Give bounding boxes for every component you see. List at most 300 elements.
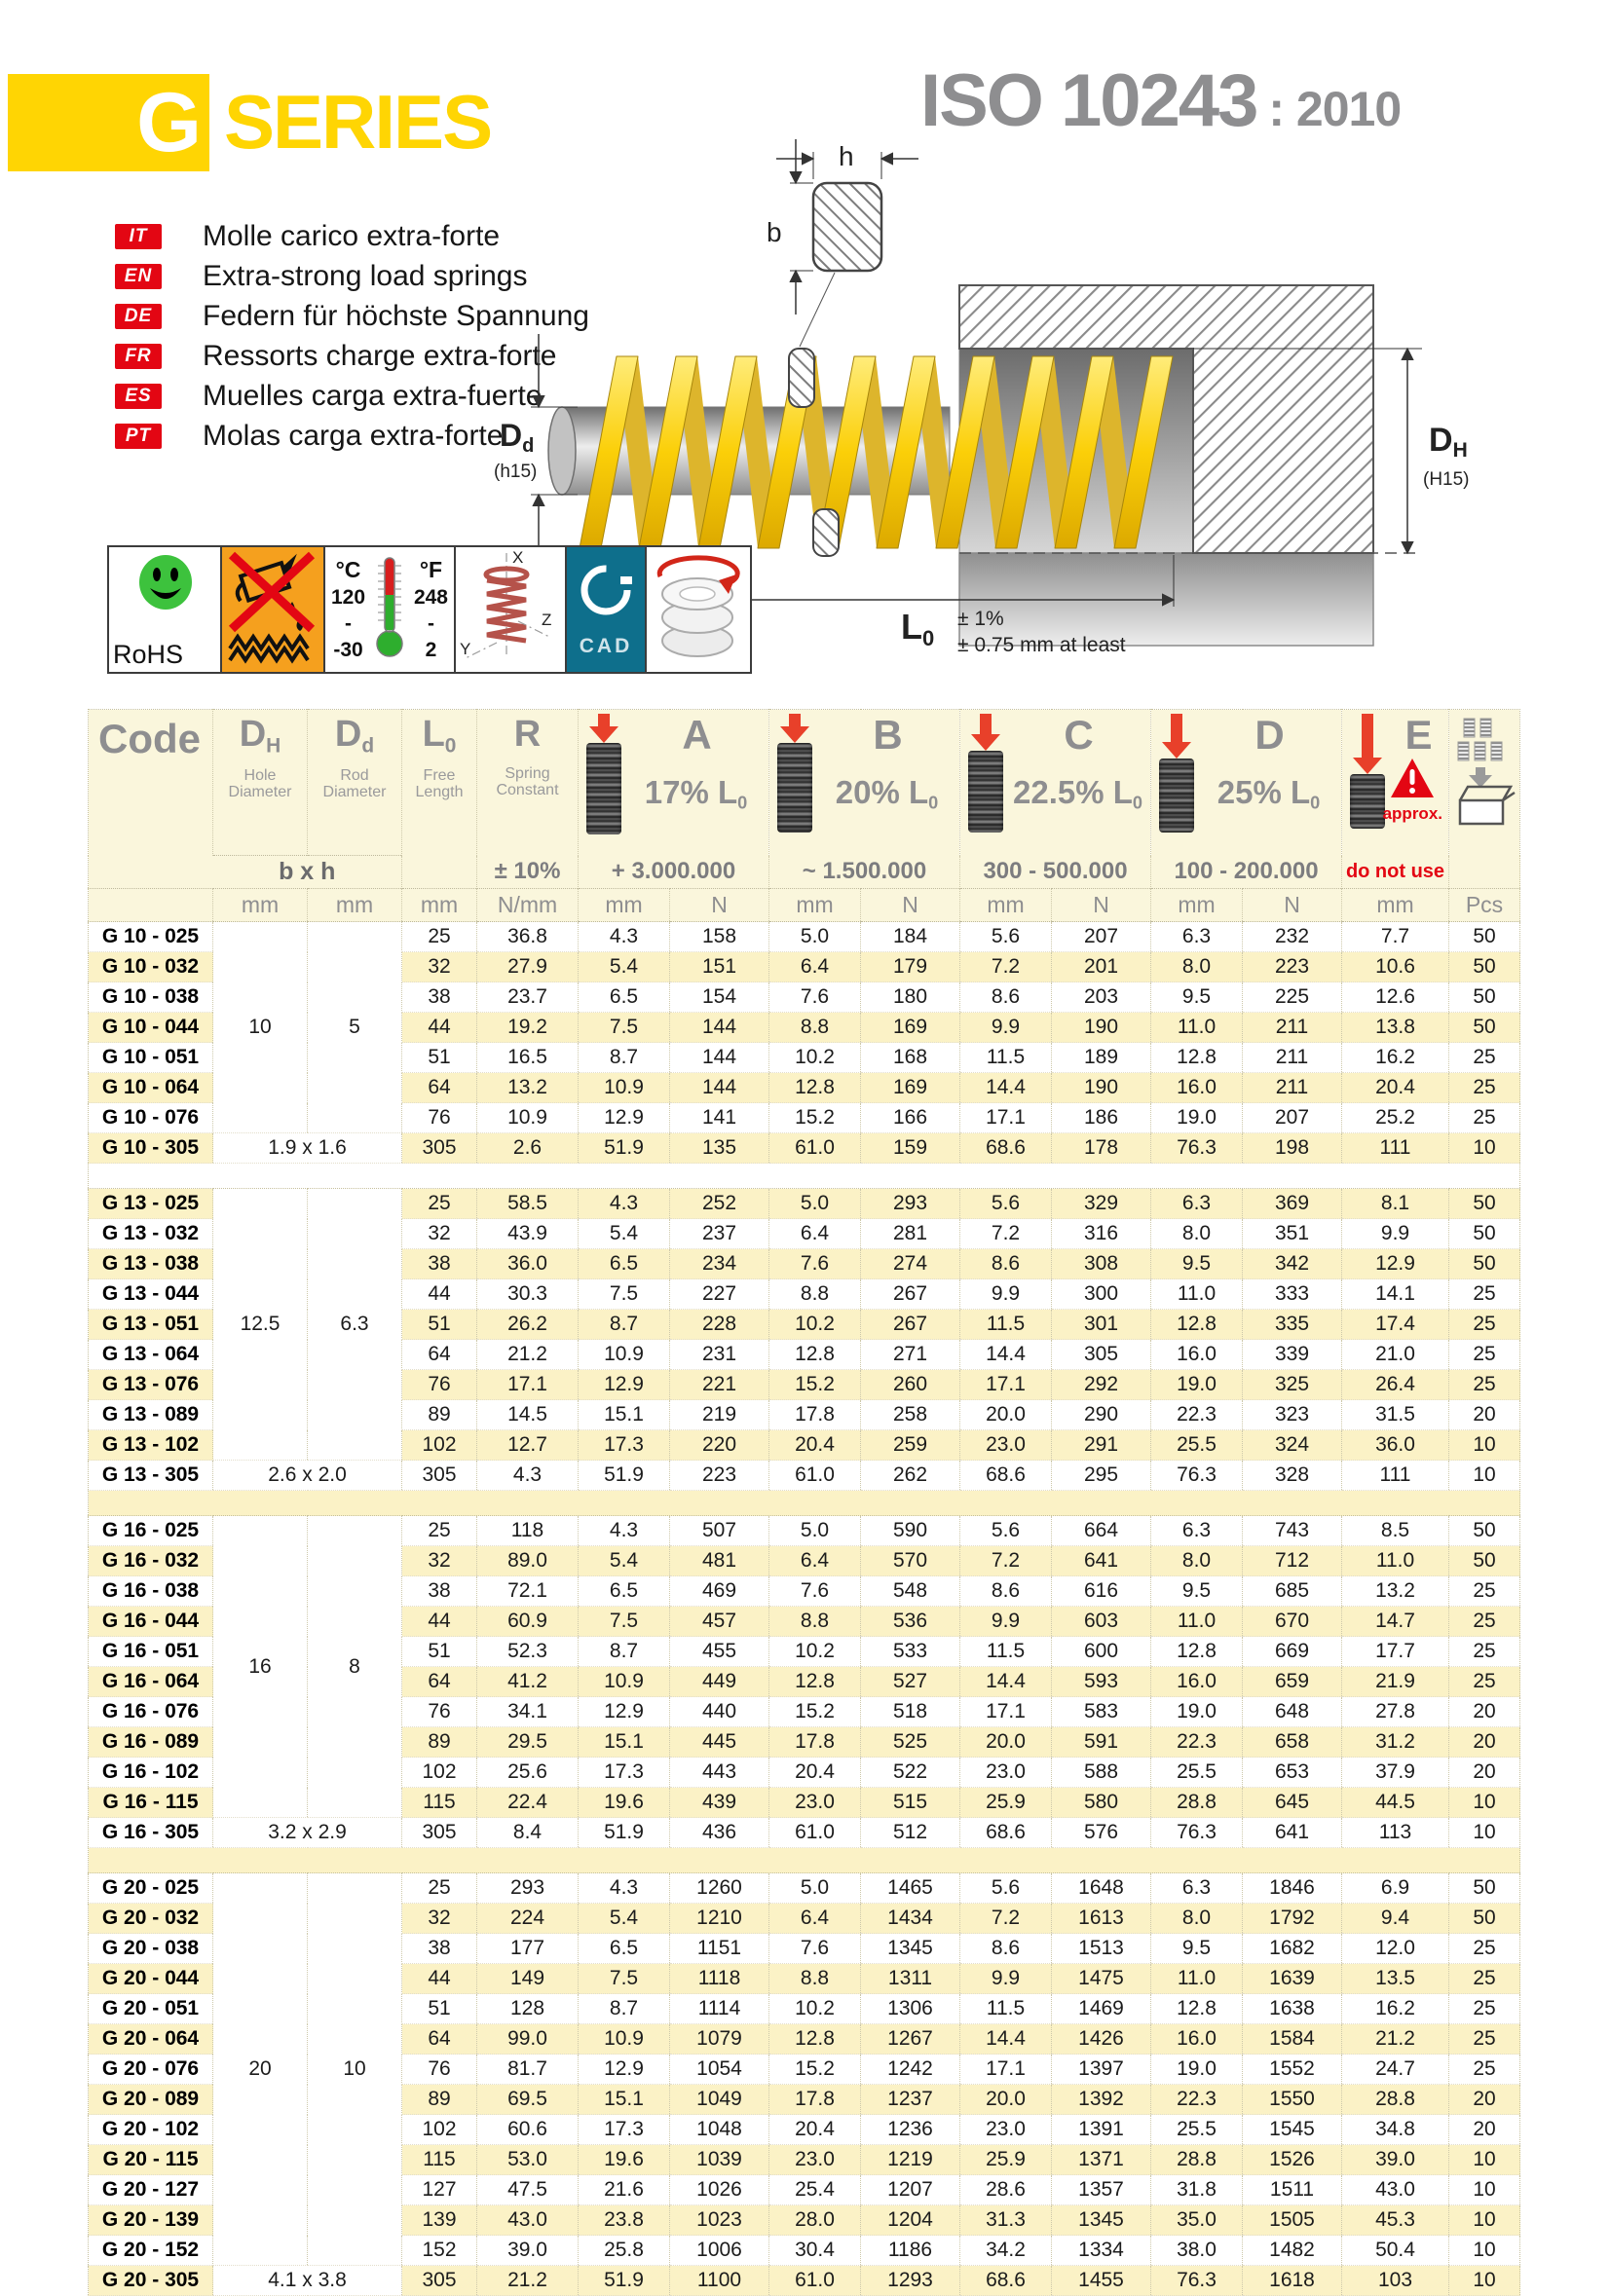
code-cell: G 20 - 044 — [89, 1964, 213, 1994]
group-G10 — [89, 922, 1520, 1164]
value-cell: 1475 — [1052, 1964, 1151, 1994]
value-cell: 588 — [1052, 1758, 1151, 1788]
value-cell: 19.0 — [1151, 2055, 1243, 2085]
value-cell: 231 — [670, 1340, 769, 1370]
value-cell: 1455 — [1052, 2266, 1151, 2296]
value-cell: 12.9 — [579, 1103, 670, 1133]
value-cell: 17.7 — [1342, 1637, 1449, 1667]
table-row — [89, 1133, 1520, 1164]
value-cell: 5.0 — [769, 1516, 861, 1546]
value-cell: 1039 — [670, 2145, 769, 2175]
value-cell: 6.9 — [1342, 1873, 1449, 1904]
value-cell: 31.2 — [1342, 1727, 1449, 1758]
value-cell: 144 — [670, 1043, 769, 1073]
value-cell: 237 — [670, 1219, 769, 1249]
value-cell: 64 — [402, 1667, 477, 1697]
l0-tolerance-2: ± 0.75 mm at least — [957, 634, 1126, 656]
value-cell: 76.3 — [1151, 1461, 1243, 1491]
code-cell: G 10 - 064 — [89, 1073, 213, 1103]
value-cell: 159 — [861, 1133, 960, 1164]
value-cell: 141 — [670, 1103, 769, 1133]
value-cell: 99.0 — [477, 2024, 579, 2055]
value-cell: 61.0 — [769, 1818, 861, 1848]
value-cell: 19.0 — [1151, 1370, 1243, 1400]
value-cell: 1846 — [1243, 1873, 1342, 1904]
value-cell: 115 — [402, 2145, 477, 2175]
value-cell: 38 — [402, 1934, 477, 1964]
value-cell: 81.7 — [477, 2055, 579, 2085]
value-cell: 1545 — [1243, 2115, 1342, 2145]
value-cell: 34.2 — [960, 2236, 1052, 2266]
value-cell: 664 — [1052, 1516, 1151, 1546]
value-cell: 1236 — [861, 2115, 960, 2145]
value-cell: 12.8 — [769, 2024, 861, 2055]
no-oil-badge — [220, 547, 323, 672]
value-cell: 34.1 — [477, 1697, 579, 1727]
value-cell: 1210 — [670, 1904, 769, 1934]
code-cell: G 20 - 115 — [89, 2145, 213, 2175]
value-cell: 16.0 — [1151, 2024, 1243, 2055]
value-cell: 1026 — [670, 2175, 769, 2205]
value-cell: 8.0 — [1151, 1546, 1243, 1576]
value-cell: 6.5 — [579, 1934, 670, 1964]
value-cell: 25.9 — [960, 2145, 1052, 2175]
hole-diameter-value: 12.5 — [213, 1189, 308, 1461]
value-cell: 12.8 — [1151, 1043, 1243, 1073]
value-cell: 19.0 — [1151, 1103, 1243, 1133]
column-group-d: D 25% $L_0$ — [1151, 710, 1342, 856]
value-cell: 522 — [861, 1758, 960, 1788]
value-cell: 28.8 — [1151, 2145, 1243, 2175]
code-cell: G 16 - 102 — [89, 1758, 213, 1788]
code-cell: G 10 - 025 — [89, 922, 213, 952]
value-cell: 1334 — [1052, 2236, 1151, 2266]
value-cell: 19.0 — [1151, 1697, 1243, 1727]
value-cell: 50 — [1449, 922, 1520, 952]
value-cell: 184 — [861, 922, 960, 952]
value-cell: 144 — [670, 1073, 769, 1103]
value-cell: 301 — [1052, 1310, 1151, 1340]
value-cell: 7.7 — [1342, 922, 1449, 952]
value-cell: 44 — [402, 1013, 477, 1043]
value-cell: 8.6 — [960, 1249, 1052, 1279]
value-cell: 17.1 — [960, 1697, 1052, 1727]
value-cell: 11.0 — [1151, 1013, 1243, 1043]
compressed-spring-icon — [586, 743, 621, 834]
b-dimension-label: b — [767, 217, 782, 247]
value-cell: 23.8 — [579, 2205, 670, 2236]
value-cell: 68.6 — [960, 1818, 1052, 1848]
column-code: Code — [98, 716, 201, 761]
column-group-b: B 20% $L_0$ — [769, 710, 960, 856]
language-badge: FR — [115, 344, 162, 369]
value-cell: 1371 — [1052, 2145, 1151, 2175]
value-cell: 1151 — [670, 1934, 769, 1964]
value-cell: 300 — [1052, 1279, 1151, 1310]
value-cell: 305 — [402, 1818, 477, 1848]
value-cell: 12.8 — [1151, 1637, 1243, 1667]
value-cell: 21.2 — [1342, 2024, 1449, 2055]
value-cell: 15.1 — [579, 2085, 670, 2115]
value-cell: 5.6 — [960, 1873, 1052, 1904]
value-cell: 267 — [861, 1279, 960, 1310]
value-cell: 1048 — [670, 2115, 769, 2145]
value-cell: 1511 — [1243, 2175, 1342, 2205]
axis-y-label: Y — [460, 640, 471, 658]
load-arrow-icon — [1156, 714, 1197, 833]
value-cell: 15.1 — [579, 1400, 670, 1430]
value-cell: 25 — [1449, 1964, 1520, 1994]
hole-diameter-value: 20 — [213, 1873, 308, 2266]
value-cell: 11.5 — [960, 1637, 1052, 1667]
value-cell: 43.0 — [477, 2205, 579, 2236]
value-cell: 50 — [1449, 1189, 1520, 1219]
standard-year: : 2010 — [1268, 82, 1402, 136]
value-cell: 548 — [861, 1576, 960, 1607]
value-cell: 10 — [1449, 1430, 1520, 1461]
code-cell: G 16 - 038 — [89, 1576, 213, 1607]
value-cell: 68.6 — [960, 2266, 1052, 2296]
value-cell: 25.6 — [477, 1758, 579, 1788]
value-cell: 5.0 — [769, 922, 861, 952]
value-cell: 11.0 — [1151, 1607, 1243, 1637]
code-cell: G 16 - 076 — [89, 1697, 213, 1727]
value-cell: 7.5 — [579, 1964, 670, 1994]
value-cell: 50 — [1449, 1873, 1520, 1904]
table-row — [89, 1189, 1520, 1219]
value-cell: 69.5 — [477, 2085, 579, 2115]
value-cell: 64 — [402, 2024, 477, 2055]
e-warning: do not use — [1342, 856, 1449, 889]
value-cell: 6.3 — [1151, 922, 1243, 952]
value-cell: 154 — [670, 982, 769, 1013]
value-cell: 12.8 — [769, 1667, 861, 1697]
value-cell: 50 — [1449, 982, 1520, 1013]
value-cell: 1006 — [670, 2236, 769, 2266]
value-cell: 31.3 — [960, 2205, 1052, 2236]
value-cell: 12.8 — [1151, 1994, 1243, 2024]
bxh-value: 1.9 x 1.6 — [213, 1133, 402, 1164]
value-cell: 1505 — [1243, 2205, 1342, 2236]
value-cell: 220 — [670, 1430, 769, 1461]
value-cell: 1792 — [1243, 1904, 1342, 1934]
value-cell: 8.0 — [1151, 952, 1243, 982]
value-cell: 28.8 — [1151, 1788, 1243, 1818]
table-row — [89, 1461, 1520, 1491]
value-cell: 44 — [402, 1607, 477, 1637]
value-cell: 17.4 — [1342, 1310, 1449, 1340]
value-cell: 151 — [670, 952, 769, 982]
value-cell: 9.9 — [960, 1013, 1052, 1043]
code-cell: G 20 - 102 — [89, 2115, 213, 2145]
language-description: Federn für höchste Spannung — [203, 299, 589, 332]
value-cell: 12.9 — [1342, 1249, 1449, 1279]
spring-3d-badge — [645, 547, 750, 672]
value-cell: 323 — [1243, 1400, 1342, 1430]
value-cell: 7.2 — [960, 952, 1052, 982]
value-cell: 9.5 — [1151, 1576, 1243, 1607]
code-cell: G 20 - 152 — [89, 2236, 213, 2266]
value-cell: 291 — [1052, 1430, 1151, 1461]
compressed-spring-icon — [1350, 774, 1385, 829]
value-cell: 221 — [670, 1370, 769, 1400]
value-cell: 60.6 — [477, 2115, 579, 2145]
value-cell: 61.0 — [769, 1461, 861, 1491]
value-cell: 305 — [402, 2266, 477, 2296]
value-cell: 32 — [402, 952, 477, 982]
value-cell: 17.3 — [579, 1758, 670, 1788]
value-cell: 25.8 — [579, 2236, 670, 2266]
value-cell: 14.4 — [960, 1667, 1052, 1697]
dd-tolerance: (h15) — [494, 462, 538, 482]
value-cell: 469 — [670, 1576, 769, 1607]
value-cell: 32 — [402, 1219, 477, 1249]
value-cell: 11.5 — [960, 1043, 1052, 1073]
value-cell: 1638 — [1243, 1994, 1342, 2024]
value-cell: 25 — [1449, 1043, 1520, 1073]
value-cell: 5.0 — [769, 1189, 861, 1219]
value-cell: 13.2 — [1342, 1576, 1449, 1607]
value-cell: 34.8 — [1342, 2115, 1449, 2145]
value-cell: 36.0 — [1342, 1430, 1449, 1461]
value-cell: 9.9 — [960, 1279, 1052, 1310]
value-cell: 21.2 — [477, 1340, 579, 1370]
value-cell: 1345 — [861, 1934, 960, 1964]
code-cell: G 20 - 051 — [89, 1994, 213, 2024]
value-cell: 10.2 — [769, 1310, 861, 1340]
value-cell: 207 — [1052, 922, 1151, 952]
value-cell: 26.4 — [1342, 1370, 1449, 1400]
value-cell: 168 — [861, 1043, 960, 1073]
value-cell: 144 — [670, 1013, 769, 1043]
value-cell: 4.3 — [579, 1189, 670, 1219]
value-cell: 127 — [402, 2175, 477, 2205]
value-cell: 5.4 — [579, 1219, 670, 1249]
value-cell: 293 — [477, 1873, 579, 1904]
value-cell: 22.3 — [1151, 1727, 1243, 1758]
value-cell: 7.5 — [579, 1607, 670, 1637]
value-cell: 113 — [1342, 1818, 1449, 1848]
value-cell: 32 — [402, 1904, 477, 1934]
value-cell: 20.0 — [960, 1727, 1052, 1758]
code-cell: G 20 - 089 — [89, 2085, 213, 2115]
value-cell: 58.5 — [477, 1189, 579, 1219]
value-cell: 227 — [670, 1279, 769, 1310]
value-cell: 51.9 — [579, 1818, 670, 1848]
value-cell: 1469 — [1052, 1994, 1151, 2024]
column-group-a: A 17% $L_0$ — [579, 710, 769, 856]
value-cell: 8.8 — [769, 1607, 861, 1637]
value-cell: 20.4 — [769, 2115, 861, 2145]
value-cell: 305 — [402, 1133, 477, 1164]
value-cell: 1584 — [1243, 2024, 1342, 2055]
value-cell: 20.0 — [960, 2085, 1052, 2115]
thermometer-icon — [375, 554, 404, 665]
value-cell: 7.6 — [769, 982, 861, 1013]
value-cell: 17.1 — [960, 1370, 1052, 1400]
value-cell: 328 — [1243, 1461, 1342, 1491]
table-header — [89, 710, 1520, 922]
value-cell: 64 — [402, 1073, 477, 1103]
value-cell: 712 — [1243, 1546, 1342, 1576]
value-cell: 186 — [1052, 1103, 1151, 1133]
value-cell: 76 — [402, 2055, 477, 2085]
value-cell: 7.5 — [579, 1013, 670, 1043]
code-cell: G 10 - 051 — [89, 1043, 213, 1073]
value-cell: 8.8 — [769, 1279, 861, 1310]
value-cell: 219 — [670, 1400, 769, 1430]
value-cell: 481 — [670, 1546, 769, 1576]
value-cell: 178 — [1052, 1133, 1151, 1164]
value-cell: 11.5 — [960, 1994, 1052, 2024]
value-cell: 290 — [1052, 1400, 1151, 1430]
value-cell: 1618 — [1243, 2266, 1342, 2296]
value-cell: 342 — [1243, 1249, 1342, 1279]
value-cell: 6.3 — [1151, 1189, 1243, 1219]
value-cell: 37.9 — [1342, 1758, 1449, 1788]
value-cell: 72.1 — [477, 1576, 579, 1607]
value-cell: 43.0 — [1342, 2175, 1449, 2205]
load-arrow-icon — [774, 714, 815, 833]
value-cell: 25 — [1449, 2055, 1520, 2085]
value-cell: 44 — [402, 1964, 477, 1994]
value-cell: 570 — [861, 1546, 960, 1576]
value-cell: 580 — [1052, 1788, 1151, 1818]
value-cell: 1114 — [670, 1994, 769, 2024]
value-cell: 228 — [670, 1310, 769, 1340]
value-cell: 68.6 — [960, 1461, 1052, 1491]
value-cell: 10.9 — [579, 2024, 670, 2055]
value-cell: 50 — [1449, 1904, 1520, 1934]
value-cell: 190 — [1052, 1073, 1151, 1103]
value-cell: 17.3 — [579, 2115, 670, 2145]
value-cell: 1613 — [1052, 1904, 1151, 1934]
group-G20 — [89, 1873, 1520, 2296]
value-cell: 225 — [1243, 982, 1342, 1013]
value-cell: 600 — [1052, 1637, 1151, 1667]
value-cell: 743 — [1243, 1516, 1342, 1546]
value-cell: 180 — [861, 982, 960, 1013]
code-cell: G 20 - 139 — [89, 2205, 213, 2236]
value-cell: 10 — [1449, 1818, 1520, 1848]
value-cell: 25 — [1449, 1279, 1520, 1310]
value-cell: 47.5 — [477, 2175, 579, 2205]
spring-table — [88, 709, 1520, 2296]
value-cell: 25 — [1449, 1310, 1520, 1340]
code-cell: G 13 - 038 — [89, 1249, 213, 1279]
value-cell: 139 — [402, 2205, 477, 2236]
value-cell: 45.3 — [1342, 2205, 1449, 2236]
no-oil-icon — [222, 547, 321, 668]
value-cell: 44.5 — [1342, 1788, 1449, 1818]
value-cell: 593 — [1052, 1667, 1151, 1697]
value-cell: 31.5 — [1342, 1400, 1449, 1430]
value-cell: 16.2 — [1342, 1043, 1449, 1073]
value-cell: 1392 — [1052, 2085, 1151, 2115]
value-cell: 641 — [1052, 1546, 1151, 1576]
value-cell: 8.1 — [1342, 1189, 1449, 1219]
value-cell: 17.3 — [579, 1430, 670, 1461]
value-cell: 11.0 — [1151, 1964, 1243, 1994]
value-cell: 20 — [1449, 1400, 1520, 1430]
value-cell: 439 — [670, 1788, 769, 1818]
value-cell: 61.0 — [769, 1133, 861, 1164]
code-cell: G 16 - 051 — [89, 1637, 213, 1667]
value-cell: 64 — [402, 1340, 477, 1370]
value-cell: 1207 — [861, 2175, 960, 2205]
rod-diameter-value: 5 — [308, 922, 402, 1133]
value-cell: 1639 — [1243, 1964, 1342, 1994]
code-cell: G 10 - 044 — [89, 1013, 213, 1043]
value-cell: 1267 — [861, 2024, 960, 2055]
code-cell: G 16 - 115 — [89, 1788, 213, 1818]
value-cell: 10 — [1449, 1788, 1520, 1818]
value-cell: 23.0 — [769, 1788, 861, 1818]
value-cell: 5.6 — [960, 1516, 1052, 1546]
value-cell: 22.3 — [1151, 2085, 1243, 2115]
value-cell: 10 — [1449, 2145, 1520, 2175]
code-cell: G 20 - 064 — [89, 2024, 213, 2055]
dh-label: DH — [1429, 422, 1468, 462]
axis-z-label: Z — [542, 611, 552, 629]
value-cell: 351 — [1243, 1219, 1342, 1249]
bxh-value: 3.2 x 2.9 — [213, 1818, 402, 1848]
value-cell: 1260 — [670, 1873, 769, 1904]
code-cell: G 10 - 305 — [89, 1133, 213, 1164]
value-cell: 10 — [1449, 1461, 1520, 1491]
group-spacer — [89, 1164, 1520, 1189]
value-cell: 8.8 — [769, 1013, 861, 1043]
value-cell: 14.1 — [1342, 1279, 1449, 1310]
value-cell: 12.7 — [477, 1430, 579, 1461]
value-cell: 169 — [861, 1013, 960, 1043]
value-cell: 211 — [1243, 1073, 1342, 1103]
value-cell: 512 — [861, 1818, 960, 1848]
value-cell: 6.3 — [1151, 1873, 1243, 1904]
code-cell: G 16 - 089 — [89, 1727, 213, 1758]
rohs-badge — [109, 547, 220, 672]
certification-strip — [107, 545, 752, 674]
value-cell: 177 — [477, 1934, 579, 1964]
value-cell: 2.6 — [477, 1133, 579, 1164]
value-cell: 6.4 — [769, 1904, 861, 1934]
language-badge: EN — [115, 264, 162, 289]
column-group-e: E approx. — [1342, 710, 1449, 856]
value-cell: 271 — [861, 1340, 960, 1370]
value-cell: 76 — [402, 1697, 477, 1727]
column-rod-diameter: $D_d$ Rod Diameter — [308, 710, 402, 856]
value-cell: 19.6 — [579, 1788, 670, 1818]
value-cell: 590 — [861, 1516, 960, 1546]
value-cell: 333 — [1243, 1279, 1342, 1310]
code-cell: G 13 - 305 — [89, 1461, 213, 1491]
code-cell: G 20 - 076 — [89, 2055, 213, 2085]
value-cell: 369 — [1243, 1189, 1342, 1219]
value-cell: 89.0 — [477, 1546, 579, 1576]
code-cell: G 20 - 038 — [89, 1934, 213, 1964]
value-cell: 234 — [670, 1249, 769, 1279]
value-cell: 135 — [670, 1133, 769, 1164]
value-cell: 28.6 — [960, 2175, 1052, 2205]
value-cell: 50.4 — [1342, 2236, 1449, 2266]
table-row — [89, 1818, 1520, 1848]
value-cell: 1079 — [670, 2024, 769, 2055]
value-cell: 685 — [1243, 1576, 1342, 1607]
value-cell: 25 — [1449, 1340, 1520, 1370]
compressed-spring-icon — [777, 743, 812, 833]
group-G16 — [89, 1516, 1520, 1848]
value-cell: 1118 — [670, 1964, 769, 1994]
